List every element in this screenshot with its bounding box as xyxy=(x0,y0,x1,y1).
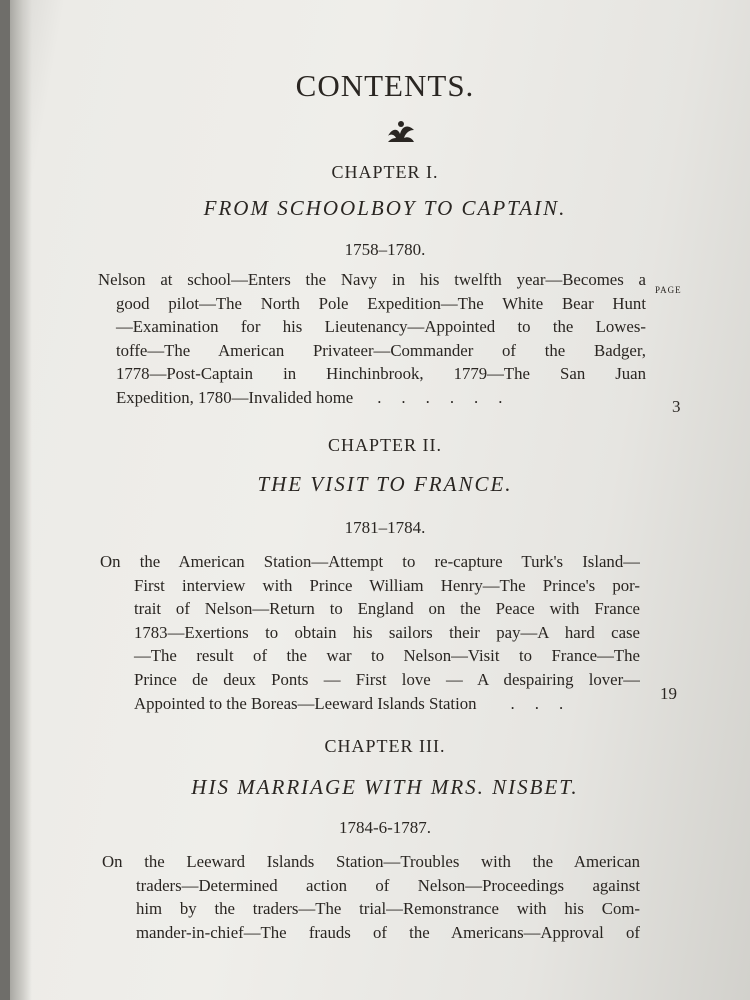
summary-line-text: Expedition, 1780—Invalided home xyxy=(116,387,354,407)
book-gutter xyxy=(10,0,32,1000)
chapter-1-label: CHAPTER I. xyxy=(331,162,439,182)
chapter-1-page-number: 3 xyxy=(672,397,681,416)
summary-line: good pilot—The North Pole Expedition—The White Bear Hunt xyxy=(116,293,646,313)
summary-line: toffe—The American Privateer—Commander of the Badger, xyxy=(116,340,646,360)
summary-line: First interview with Prince William Henry—The Prince's por- xyxy=(134,575,640,595)
chapter-1-summary xyxy=(98,268,646,410)
summary-line: On the American Station—Attempt to re-capture Turk's Island— xyxy=(100,552,640,571)
summary-line: —Examination for his Lieutenancy—Appointed to the Lowes- xyxy=(116,317,646,337)
chapter-2-label: CHAPTER II. xyxy=(328,435,442,455)
chapter-1-dates: 1758–1780. xyxy=(344,240,426,259)
contents-heading: CONTENTS. xyxy=(295,68,475,103)
summary-line: Appointed to the Boreas—Leeward Islands Station ... xyxy=(134,693,584,713)
chapter-3-label: CHAPTER III. xyxy=(324,736,446,756)
summary-line: mander-in-chief—The frauds of the Americans—Approval of xyxy=(136,922,640,942)
summary-line: —The result of the war to Nelson—Visit to France—The xyxy=(134,646,640,666)
summary-line: 1783—Exertions to obtain his sailors their pay—A hard case xyxy=(134,622,640,642)
chapter-2-page-number: 19 xyxy=(660,684,677,703)
fleuron-ornament-icon xyxy=(384,118,418,144)
book-page xyxy=(10,0,750,1000)
summary-line: Nelson at school—Enters the Navy in his twelfth year—Becomes a xyxy=(98,270,646,289)
summary-line: trait of Nelson—Return to England on the Peace with France xyxy=(134,599,640,619)
chapter-3-summary xyxy=(102,850,640,944)
chapter-2-title: THE VISIT TO FRANCE. xyxy=(257,472,513,496)
chapter-2-summary xyxy=(100,550,640,715)
summary-line: traders—Determined action of Nelson—Proceedings against xyxy=(136,875,640,895)
chapter-1-title: FROM SCHOOLBOY TO CAPTAIN. xyxy=(203,196,567,220)
summary-line: Prince de deux Ponts — First love — A despairing lover— xyxy=(134,669,640,689)
chapter-3-title: HIS MARRIAGE WITH MRS. NISBET. xyxy=(191,775,579,799)
summary-line: him by the traders—The trial—Remonstrance with his Com- xyxy=(136,899,640,919)
summary-line: On the Leeward Islands Station—Troubles with the American xyxy=(102,852,640,871)
summary-line-text: Appointed to the Boreas—Leeward Islands Station xyxy=(134,693,477,713)
summary-line: Expedition, 1780—Invalided home ...... xyxy=(116,387,523,407)
chapter-2-dates: 1781–1784. xyxy=(344,518,426,537)
chapter-3-dates: 1784-6-1787. xyxy=(338,818,432,837)
summary-line: 1778—Post-Captain in Hinchinbrook, 1779—The San Juan xyxy=(116,364,646,384)
page-column-label: PAGE xyxy=(655,285,682,295)
